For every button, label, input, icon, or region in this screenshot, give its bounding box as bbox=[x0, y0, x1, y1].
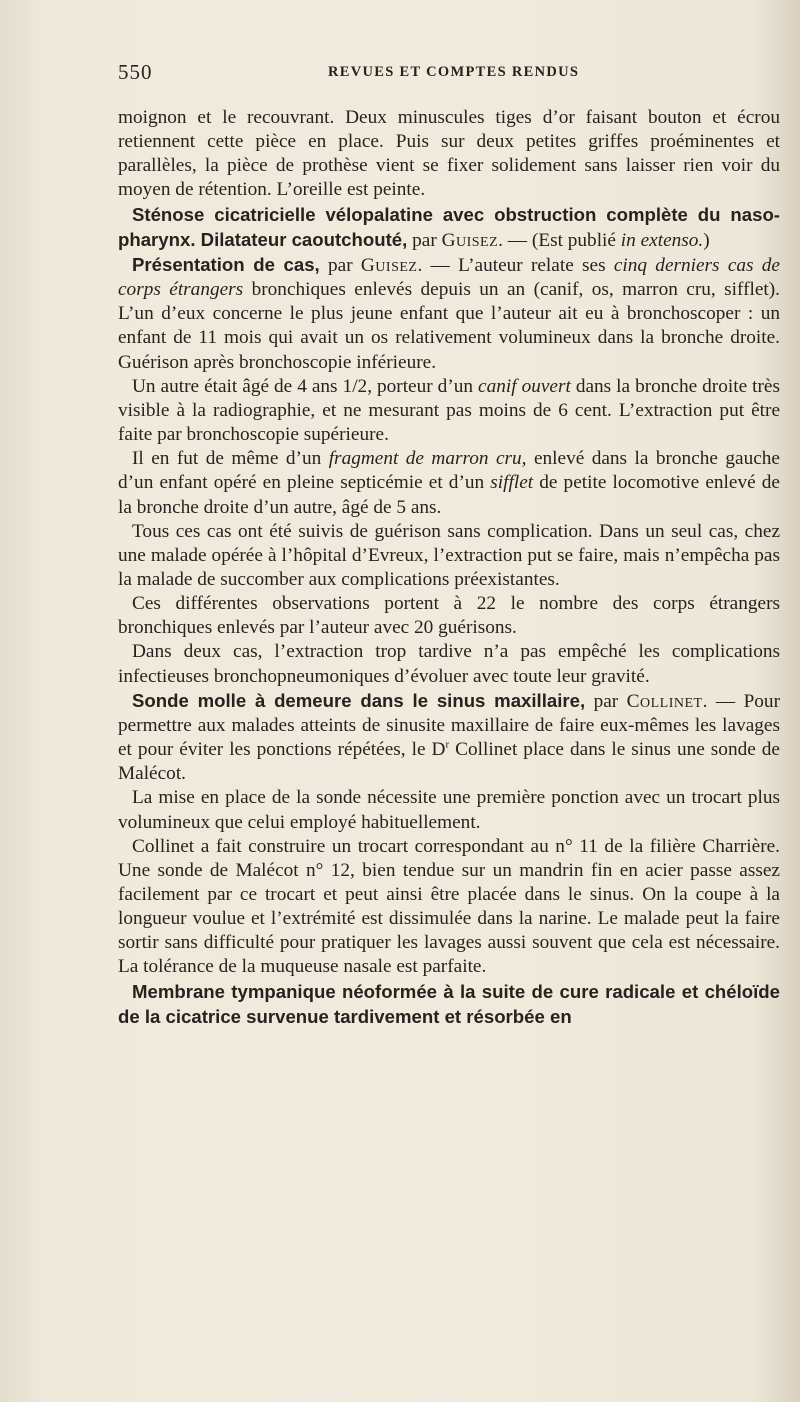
paragraph-text: . — L’auteur relate ses bbox=[417, 254, 614, 276]
paragraph-text: dans la bronche droite très visible à la radiographie, et ne mesurant pas moins de 6 cent. L’extraction put être faite par bronchoscopie supérieure. bbox=[118, 375, 780, 446]
italic-phrase: fragment de marron cru, bbox=[328, 448, 527, 470]
paragraph-text: enlevé dans la bronche gauche d’un enfant opéré en pleine septicémie et d’un bbox=[118, 448, 780, 494]
section-note: . — (Est publié bbox=[498, 229, 621, 251]
paragraph-text: Dans deux cas, l’extraction trop tardive n’a pas empêché les complications infectieuses bronchopneumoniques d’évoluer avec toute leur gravité. bbox=[118, 641, 780, 687]
author-name: Guisez bbox=[360, 254, 418, 276]
section-heading: Membrane tympanique néoformée à la suite de cure radicale et chéloïde de la cicatrice survenue tardivement et résorbée en bbox=[118, 980, 780, 1027]
section-heading-paragraph bbox=[118, 253, 780, 375]
paragraph-text: Il en fut de même d’un bbox=[132, 448, 329, 470]
section-heading: Présentation de cas, bbox=[132, 253, 320, 275]
title-abbrev: D bbox=[431, 739, 446, 761]
paragraph bbox=[118, 520, 780, 592]
section-heading-paragraph bbox=[118, 203, 780, 253]
paragraph bbox=[118, 640, 780, 688]
paragraph bbox=[118, 375, 780, 447]
superscript: r bbox=[445, 738, 450, 751]
paragraph-text: Ces différentes observations portent à 22 le nombre des corps étrangers bronchiques enlevés par l’auteur avec 20 guérisons. bbox=[118, 593, 780, 639]
paragraph bbox=[118, 106, 780, 203]
paragraph-text: . — Pour permettre aux malades atteints de sinusite maxillaire de faire eux-mêmes les lavages et pour éviter les ponctions répétées, le bbox=[118, 690, 780, 761]
paragraph bbox=[118, 786, 780, 834]
page-number: 550 bbox=[118, 60, 153, 84]
paragraph-text: moignon et le recouvrant. Deux minuscules tiges d’or faisant bouton et écrou retiennent cette pièce en place. Puis sur deux petites griffes proéminentes et parallèles, la pièce de prothèse vient se fixer solidement sans laisser rien voir du moyen de rétention. L’oreille est peinte. bbox=[118, 107, 780, 201]
section-heading: Sonde molle à demeure dans le sinus maxillaire, bbox=[132, 689, 586, 711]
italic-note: in extenso. bbox=[620, 229, 704, 251]
author-prefix: par bbox=[585, 690, 627, 712]
running-head: REVUES ET COMPTES RENDUS bbox=[328, 64, 580, 80]
paragraph-text: Collinet a fait construire un trocart correspondant au n° 11 de la filière Charrière. Une sonde de Malécot n° 12, bien tendue sur un mandrin fin en acier passe assez facilement par ce trocart et peut ainsi être placée dans le sinus. On la coupe à la longueur voulue et l’extrémité est dissimulée dans la narine. Le malade peut la faire sortir sans difficulté pour pratiquer les lavages aussi souvent que cela est nécessaire. La tolérance de la muqueuse nasale est parfaite. bbox=[118, 835, 780, 978]
section-heading-paragraph bbox=[118, 689, 780, 787]
paragraph-text: Collinet place dans le sinus une sonde de Malécot. bbox=[118, 739, 780, 785]
paragraph-text: bronchiques enlevés depuis un an (canif, os, marron cru, sifflet). L’un d’eux concerne le plus jeune enfant que l’auteur ait eu à bronchoscoper : un enfant de 11 mois qui avait un os relativement volumineux dans la bronche droite. Guérison après bronchoscopie inférieure. bbox=[118, 279, 780, 373]
paragraph-text: Tous ces cas ont été suivis de guérison sans complication. Dans un seul cas, chez une malade opérée à l’hôpital d’Evreux, l’extraction put se faire, mais n’empêcha pas la malade de succomber aux complications préexistantes. bbox=[118, 520, 780, 590]
paragraph-text: Un autre était âgé de 4 ans 1/2, porteur d’un bbox=[132, 375, 479, 397]
italic-phrase: sifflet bbox=[490, 472, 534, 494]
author-name: Collinet bbox=[626, 690, 703, 712]
article-body bbox=[118, 106, 780, 1030]
author-prefix: par bbox=[319, 254, 361, 276]
author-prefix: par bbox=[407, 229, 442, 251]
author-name: Guisez bbox=[441, 229, 499, 251]
page-header bbox=[118, 60, 780, 90]
section-heading-paragraph bbox=[118, 980, 780, 1030]
italic-phrase: canif ouvert bbox=[478, 375, 571, 397]
paragraph bbox=[118, 835, 780, 980]
paragraph-text: de petite locomotive enlevé de la bronche droite d’un autre, âgé de 5 ans. bbox=[118, 472, 780, 518]
paragraph bbox=[118, 592, 780, 640]
italic-phrase: cinq derniers cas de corps étrangers bbox=[118, 254, 780, 301]
paragraph-text: La mise en place de la sonde nécessite une première ponction avec un trocart plus volumineux que celui employé habituellement. bbox=[118, 787, 780, 833]
section-heading: Sténose cicatricielle vélopalatine avec obstruction complète du naso-pharynx. Dilatateur caoutchouté, bbox=[118, 203, 780, 250]
paragraph bbox=[118, 447, 780, 519]
section-note-end: ) bbox=[703, 229, 710, 251]
